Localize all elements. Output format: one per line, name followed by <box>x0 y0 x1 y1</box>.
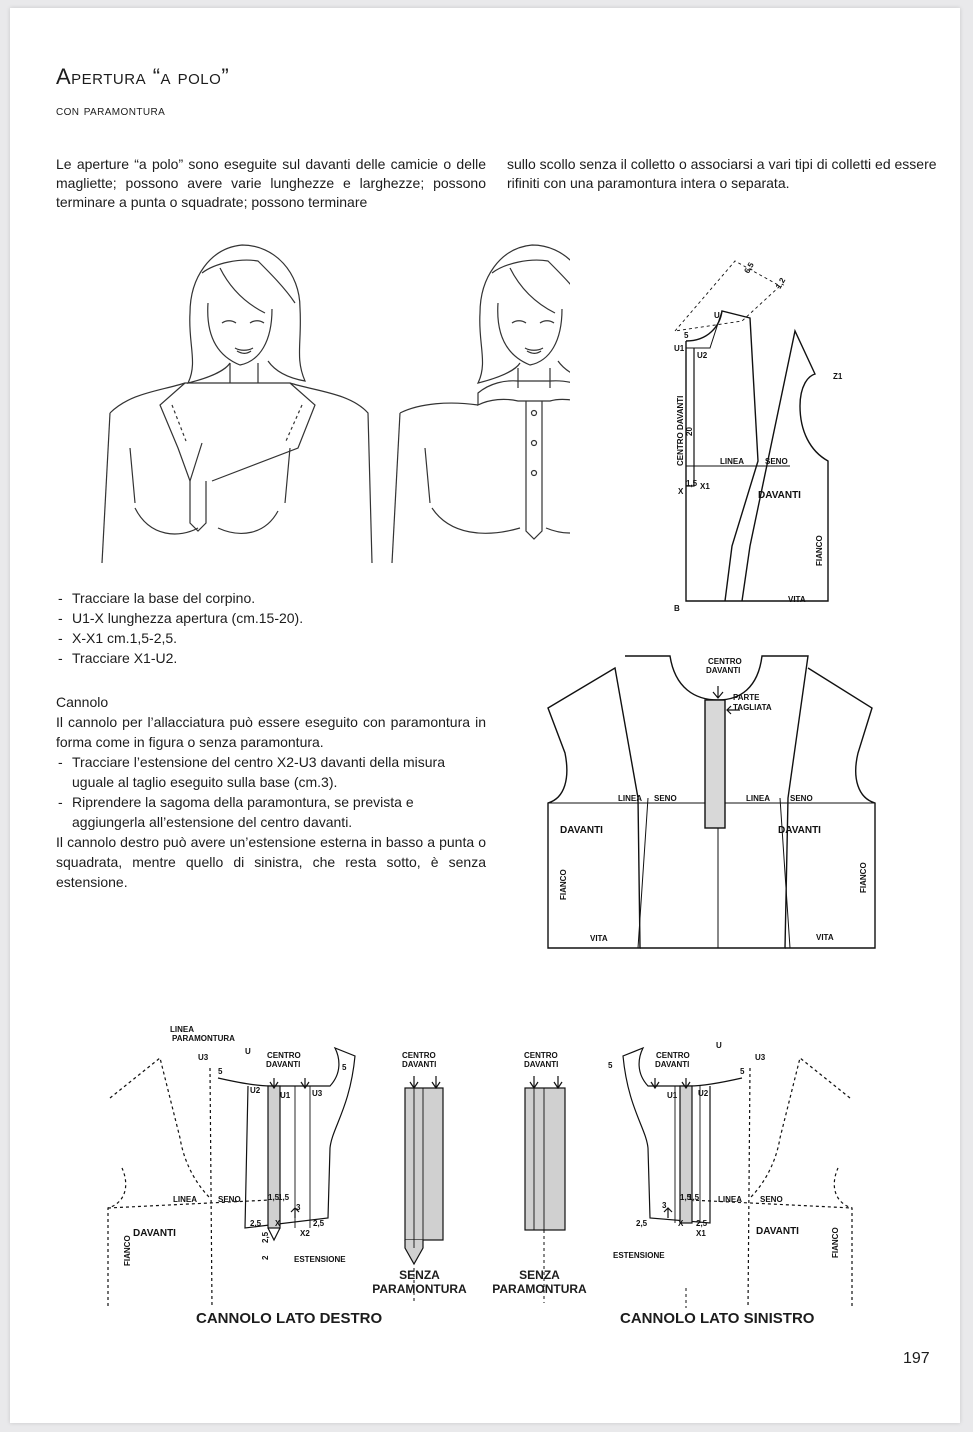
diagram3-label-five: 5 <box>218 1067 223 1076</box>
diagram3-label-estensione: ESTENSIONE <box>294 1255 346 1264</box>
diagram3-label-m25: 2,5 <box>250 1219 262 1228</box>
diagram3-left-label-x1: X1 <box>696 1229 706 1238</box>
diagram3-left-label-linea: LINEA <box>718 1195 742 1204</box>
diagram3-label-linea-b: LINEA <box>173 1195 197 1204</box>
diagram3-label-davanti-small: DAVANTI <box>266 1060 301 1069</box>
diagram2-label-fianco-r: FIANCO <box>859 862 868 893</box>
diagram2-label-fianco-l: FIANCO <box>559 869 568 900</box>
diagram1-label-five: 5 <box>684 331 689 340</box>
diagram3-label-five-b: 5 <box>342 1063 347 1072</box>
diagram2-label-linea-r: LINEA <box>746 794 770 803</box>
diagram2-label-parte: PARTE <box>733 693 760 702</box>
diagram3-left-label-u: U <box>716 1041 722 1050</box>
diagram2-label-seno-l: SENO <box>654 794 677 803</box>
senza1-label-centro: CENTRO <box>402 1051 436 1060</box>
cannolo-step: - Tracciare l’estensione del centro X2-U3 davanti della misura uguale al taglio eseguito sulla base (cm.3). <box>56 752 486 792</box>
diagram1-label-vita: VITA <box>788 595 806 604</box>
step-item: - U1-X lunghezza apertura (cm.15-20). <box>56 608 456 628</box>
diagram1-label-m12: 1,2 <box>773 276 788 291</box>
diagram1-label-fianco: FIANCO <box>815 535 824 566</box>
diagram1-label-u: U <box>714 311 720 320</box>
diagram1-label-b: B <box>674 604 680 613</box>
diagram1-label-centro-davanti: CENTRO DAVANTI <box>676 395 685 466</box>
diagram2-label-davanti-r: DAVANTI <box>778 825 821 836</box>
diagram-bodice-opening <box>650 246 865 616</box>
diagram3-label-u3: U3 <box>198 1053 209 1062</box>
diagram3-left-label-u1: U1 <box>667 1091 678 1100</box>
cannolo-intro: Il cannolo per l’allacciatura può essere eseguito con paramontura in forma come in figura o senza paramontura. <box>56 714 486 750</box>
diagram3-left-label-five: 5 <box>740 1067 745 1076</box>
diagram3-label-u: U <box>245 1047 251 1056</box>
fashion-illustrations <box>90 233 570 568</box>
diagram3-label-m25b: 2,5 <box>313 1219 325 1228</box>
diagram3-label-linea: LINEA <box>170 1025 194 1034</box>
diagram3-label-seno: SENO <box>218 1195 241 1204</box>
diagram3-left-label-m25: 2,5 <box>636 1219 648 1228</box>
senza2-text: SENZA <box>519 1268 560 1282</box>
diagram3-label-x: X <box>275 1219 281 1228</box>
diagram3-label-davanti: DAVANTI <box>133 1228 176 1239</box>
cannolo-destro-pattern <box>108 1048 355 1308</box>
diagram3-left-label-m25b: 2,5 <box>696 1219 708 1228</box>
diagram3-label-m15b: 1,5 <box>278 1193 290 1202</box>
senza1-text: SENZA <box>399 1268 440 1282</box>
diagram1-label-seno: SENO <box>765 457 788 466</box>
diagram3-left-label-u3: U3 <box>755 1053 766 1062</box>
diagram1-label-twenty: 20 <box>685 427 694 436</box>
diagram3-left-label-m15: 1,5 <box>680 1193 692 1202</box>
intro-paragraph-1: Le aperture “a polo” sono eseguite sul davanti delle camicie o delle magliette; possono avere varie lunghezze e larghezze; possono terminare a punta o squadrate; possono terminare <box>56 156 486 210</box>
paramontura2-text: PARAMONTURA <box>492 1282 587 1296</box>
diagram3-left-label-davanti: DAVANTI <box>756 1226 799 1237</box>
illustration-collar-shirt <box>102 245 372 563</box>
senza1-label-davanti: DAVANTI <box>402 1060 437 1069</box>
diagram1-label-u1: U1 <box>674 344 685 353</box>
diagram1-label-davanti: DAVANTI <box>758 490 801 501</box>
diagram2-label-davanti-l: DAVANTI <box>560 825 603 836</box>
senza2-label-davanti: DAVANTI <box>524 1060 559 1069</box>
diagram-full-front <box>540 648 880 953</box>
diagram2-label-vita-l: VITA <box>590 934 608 943</box>
diagram3-left-label-five-b: 5 <box>608 1061 613 1070</box>
senza-paramontura-label-1 <box>362 1268 477 1296</box>
diagram3-label-u1: U1 <box>280 1091 291 1100</box>
cannolo-steps <box>56 752 486 832</box>
intro-paragraph-2: sullo scollo senza il colletto o associarsi a vari tipi di colletti ed essere rifiniti con una paramontura intera o separata. <box>507 156 937 191</box>
diagram1-label-m15: 1,5 <box>686 479 698 488</box>
diagram1-label-m65: 6,5 <box>742 260 756 276</box>
diagram3-left-label-fianco: FIANCO <box>831 1227 840 1258</box>
cannolo-section <box>56 692 486 892</box>
cannolo-step: - Riprendere la sagoma della paramontura, se prevista e aggiungerla all’estensione del centro davanti. <box>56 792 486 832</box>
diagram2-label-seno-r: SENO <box>790 794 813 803</box>
diagram3-label-centro: CENTRO <box>267 1051 301 1060</box>
diagram2-label-centro: CENTRO <box>708 657 742 666</box>
cannolo-outro: Il cannolo destro può avere un’estensione esterna in basso a punta o squadrata, mentre quello di sinistra, che resta sotto, è senza estensione. <box>56 834 486 890</box>
caption-cannolo-sinistro: CANNOLO LATO SINISTRO <box>620 1310 815 1327</box>
senza-paramontura-destro <box>402 1051 443 1303</box>
diagram3-left-label-x: X <box>678 1219 684 1228</box>
diagram3-left-label-centro: CENTRO <box>656 1051 690 1060</box>
diagram3-left-label-seno: SENO <box>760 1195 783 1204</box>
page <box>10 8 960 1423</box>
diagram3-label-x2: X2 <box>300 1229 310 1238</box>
step-item: - Tracciare la base del corpino. <box>56 588 456 608</box>
diagram3-label-fianco: FIANCO <box>123 1235 132 1266</box>
page-number: 197 <box>903 1350 930 1367</box>
diagram1-label-x: X <box>678 487 684 496</box>
diagram3-label-paramontura: PARAMONTURA <box>172 1034 235 1043</box>
diagram1-label-z1: Z1 <box>833 372 843 381</box>
diagram2-label-vita-r: VITA <box>816 933 834 942</box>
diagram2-label-linea-l: LINEA <box>618 794 642 803</box>
caption-cannolo-destro: CANNOLO LATO DESTRO <box>196 1310 383 1327</box>
diagram3-left-label-estensione: ESTENSIONE <box>613 1251 665 1260</box>
senza-paramontura-sinistro <box>524 1051 565 1303</box>
step-item: - X-X1 cm.1,5-2,5. <box>56 628 456 648</box>
page-subtitle: con paramontura <box>56 102 166 118</box>
steps-list <box>56 588 456 668</box>
cannolo-sinistro-pattern <box>623 1048 852 1308</box>
diagram2-label-davanti-small: DAVANTI <box>706 666 741 675</box>
step-item: - Tracciare X1-U2. <box>56 648 456 668</box>
diagram2-label-tagliata: TAGLIATA <box>733 703 772 712</box>
diagram1-label-x1: X1 <box>700 482 710 491</box>
diagram3-label-m15: 1,5 <box>268 1193 280 1202</box>
cannolo-heading: Cannolo <box>56 694 109 710</box>
diagram1-label-u2: U2 <box>697 351 708 360</box>
diagram3-label-u2: U2 <box>250 1086 261 1095</box>
cut-part-area <box>705 700 725 828</box>
page-title: Apertura “a polo” <box>56 64 230 89</box>
diagram3-label-u3b: U3 <box>312 1089 323 1098</box>
diagram3-left-label-three: 3 <box>662 1201 667 1210</box>
diagram3-left-label-u2: U2 <box>698 1089 709 1098</box>
senza-paramontura-label-2 <box>482 1268 597 1296</box>
diagram3-left-label-davanti-small: DAVANTI <box>655 1060 690 1069</box>
diagram3-left-label-m15b: 1,5 <box>688 1193 700 1202</box>
paramontura1-text: PARAMONTURA <box>372 1282 467 1296</box>
diagram3-label-two: 2 <box>261 1255 270 1260</box>
diagram3-label-m25c: 2,5 <box>261 1231 270 1243</box>
diagram-cannolo <box>100 1018 860 1308</box>
illustration-standcollar-shirt <box>392 245 570 563</box>
diagram1-label-linea: LINEA <box>720 457 744 466</box>
senza2-label-centro: CENTRO <box>524 1051 558 1060</box>
diagram3-label-three: 3 <box>296 1203 301 1212</box>
